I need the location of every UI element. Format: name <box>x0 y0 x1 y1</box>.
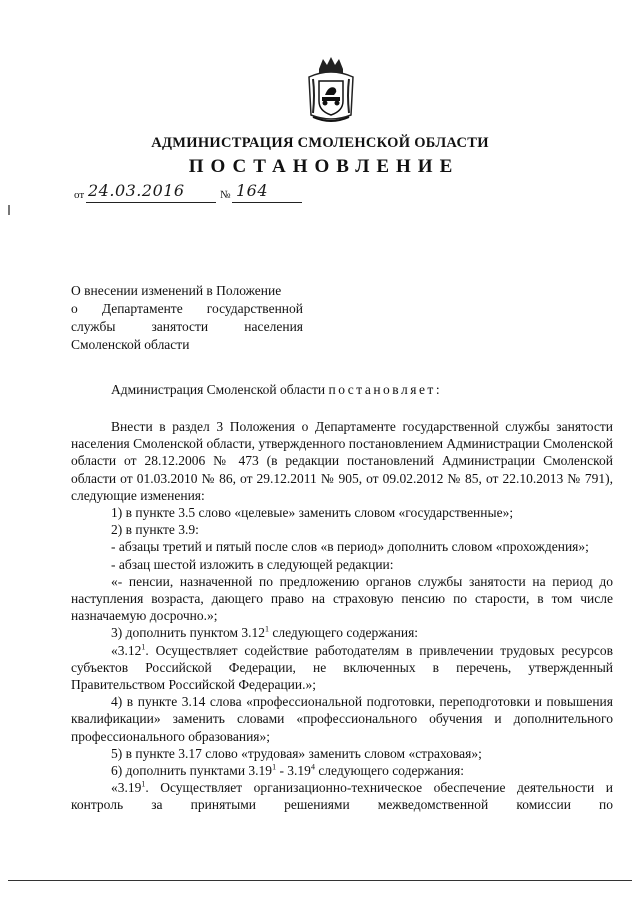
organization-name: АДМИНИСТРАЦИЯ СМОЛЕНСКОЙ ОБЛАСТИ <box>151 135 489 151</box>
document-type-title: ПОСТАНОВЛЕНИЕ <box>188 156 460 177</box>
paragraph-text: «3.19 <box>111 780 142 796</box>
paragraph-text: . Осуществляет содействие работодателям в привлечении трудовых ресурсов субъектов Российской Федерации, не включенных в перечень, утвержденный Правительством Российской Федерации.»; <box>71 642 613 693</box>
body-paragraph: - абзац шестой изложить в следующей редакции: <box>111 556 394 572</box>
body-paragraph: 2) в пункте 3.9: <box>111 522 199 538</box>
page-bottom-rule <box>8 880 632 881</box>
body-paragraph: 1) в пункте 3.5 слово «целевые» заменить словом «государственные»; <box>111 505 514 521</box>
paragraph-text: следующего содержания: <box>314 763 464 779</box>
number-underline <box>232 202 302 203</box>
document-subject <box>71 282 303 354</box>
paragraph-text: - 3.19 <box>276 763 311 779</box>
body-paragraph: «- пенсии, назначенной по предложению органов службы занятости на период до наступления возраста, дающего право на страховую пенсию по старости, в том числе назначаемую досрочно.»; <box>71 573 613 624</box>
body-paragraph <box>71 624 613 641</box>
body-paragraph: 5) в пункте 3.17 слово «трудовая» заменить словом «страховая»; <box>111 745 482 761</box>
date-underline <box>86 202 216 203</box>
intro-text: Администрация Смоленской области <box>111 382 326 397</box>
body-paragraph <box>71 779 613 813</box>
superscript: 1 <box>265 624 269 634</box>
date-number-line <box>74 181 334 204</box>
smolensk-coat-of-arms-icon <box>305 55 357 125</box>
body-paragraph: Внести в раздел 3 Положения о Департаменте государственной службы занятости населения Смоленской области, утвержденного постановлением Администрации Смоленской области от 28.12.2006 № 473 (в редакции постановлений Администрации Смоленской области от 01.03.2010 № 86, от 29.12.2011 № 905, от 09.02.2012 № 85, от 22.10.2013 № 791), следующие изменения: <box>71 419 613 503</box>
intro-verb: постановляет: <box>328 382 443 397</box>
paragraph-text: 3) дополнить пунктом 3.12 <box>111 625 265 641</box>
paragraph-text: 6) дополнить пунктами 3.19 <box>111 763 273 779</box>
superscript: 4 <box>310 762 315 772</box>
paragraph-text: следующего содержания: <box>269 625 419 641</box>
resolution-body <box>71 418 613 814</box>
body-paragraph: 4) в пункте 3.14 слова «профессиональной подготовки, переподготовки и повышения квалификации» заменить словами «профессионального обучения и дополнительного профессионального образования»; <box>71 694 613 744</box>
subject-line: О внесении изменений в Положение <box>71 283 282 298</box>
margin-mark <box>8 205 10 215</box>
resolution-intro <box>71 381 613 398</box>
date-prefix: от <box>74 189 85 201</box>
body-paragraph <box>71 762 613 779</box>
paragraph-text: «3.12 <box>111 642 142 658</box>
superscript: 1 <box>141 642 146 652</box>
body-paragraph <box>71 642 613 694</box>
subject-line: о Департаменте государственной <box>71 301 303 316</box>
paragraph-text: . Осуществляет организационно-техническое обеспечение деятельности и контроль за принятыми решениями межведомственной комиссии по <box>71 780 613 813</box>
number-prefix: № <box>220 189 231 201</box>
body-paragraph: - абзацы третий и пятый после слов «в период» дополнить словом «прохождения»; <box>111 539 589 555</box>
handwritten-number: 164 <box>236 181 269 200</box>
handwritten-date: 24.03.2016 <box>88 181 185 200</box>
superscript: 1 <box>272 762 277 772</box>
subject-line: Смоленской области <box>71 337 190 352</box>
superscript: 1 <box>141 779 146 789</box>
subject-line: службы занятости населения <box>71 319 303 334</box>
